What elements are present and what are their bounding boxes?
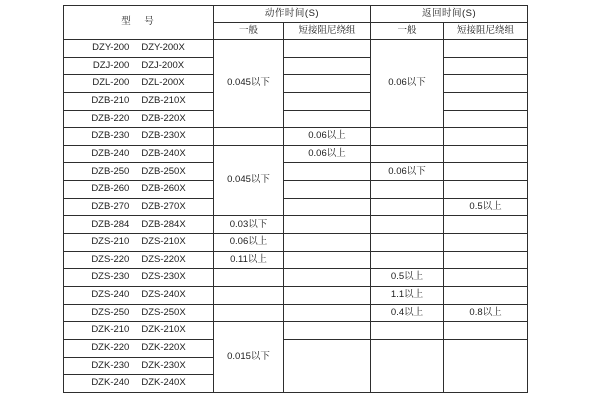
model-cell xyxy=(64,145,214,163)
value-cell: 0.06以上 xyxy=(284,128,371,146)
value-cell: 0.015以下 xyxy=(214,322,284,393)
value-cell xyxy=(284,57,371,75)
value-cell xyxy=(444,339,528,392)
value-cell xyxy=(444,269,528,287)
value-cell xyxy=(284,181,371,199)
value-cell xyxy=(444,286,528,304)
model-label: DZS-210 xyxy=(91,236,130,248)
model-label: DZS-250X xyxy=(141,306,186,318)
model-label: DZL-200 xyxy=(92,77,130,89)
table-row xyxy=(64,286,528,304)
model-label: DZY-200X xyxy=(141,42,185,54)
model-label: DZB-210 xyxy=(91,95,130,107)
model-label: DZS-220X xyxy=(141,253,186,265)
value-cell xyxy=(371,128,444,146)
value-cell xyxy=(444,145,528,163)
value-cell xyxy=(444,322,528,340)
table-row xyxy=(64,40,528,58)
model-cell xyxy=(64,57,214,75)
header-action-general: 一般 xyxy=(214,23,284,40)
model-label: DZJ-200X xyxy=(141,59,185,71)
model-label: DZB-270 xyxy=(91,200,130,212)
value-cell xyxy=(284,269,371,287)
model-label: DZS-210X xyxy=(141,236,186,248)
value-cell xyxy=(371,198,444,216)
table-row xyxy=(64,145,528,163)
value-cell xyxy=(284,251,371,269)
model-label: DZK-240 xyxy=(91,377,130,389)
value-cell xyxy=(371,234,444,252)
value-cell xyxy=(284,110,371,128)
table-row xyxy=(64,163,528,181)
model-label: DZB-270X xyxy=(141,200,186,212)
model-label: DZB-220X xyxy=(141,112,186,124)
value-cell xyxy=(371,145,444,163)
value-cell xyxy=(284,75,371,93)
value-cell xyxy=(444,110,528,128)
model-label: DZK-210 xyxy=(91,324,130,336)
table-row xyxy=(64,304,528,322)
model-label: DZB-250X xyxy=(141,165,186,177)
model-cell xyxy=(64,251,214,269)
value-cell xyxy=(444,163,528,181)
table-row xyxy=(64,339,528,357)
value-cell: 0.11以上 xyxy=(214,251,284,269)
model-cell xyxy=(64,92,214,110)
value-cell: 0.4以上 xyxy=(371,304,444,322)
table-row xyxy=(64,110,528,128)
model-cell xyxy=(64,234,214,252)
model-label: DZB-230X xyxy=(141,130,186,142)
header-row-groups xyxy=(64,6,528,23)
value-cell xyxy=(371,181,444,199)
value-cell: 0.5以上 xyxy=(444,198,528,216)
value-cell: 0.045以下 xyxy=(214,40,284,128)
model-label: DZB-230 xyxy=(91,130,130,142)
model-label: DZB-284X xyxy=(141,218,186,230)
value-cell xyxy=(284,234,371,252)
value-cell xyxy=(214,286,284,304)
value-cell xyxy=(371,339,444,392)
value-cell: 0.06以上 xyxy=(214,234,284,252)
table-row xyxy=(64,198,528,216)
model-label: DZB-210X xyxy=(141,95,186,107)
model-cell xyxy=(64,357,214,375)
value-cell xyxy=(371,251,444,269)
value-cell xyxy=(444,216,528,234)
model-cell xyxy=(64,269,214,287)
value-cell xyxy=(371,216,444,234)
model-cell xyxy=(64,163,214,181)
model-cell xyxy=(64,286,214,304)
table-row xyxy=(64,181,528,199)
model-cell xyxy=(64,216,214,234)
table-row xyxy=(64,75,528,93)
model-label: DZS-230X xyxy=(141,271,186,283)
model-label: DZB-240 xyxy=(91,147,130,159)
model-cell xyxy=(64,322,214,340)
model-label: DZK-220X xyxy=(141,341,186,353)
model-label: DZK-230 xyxy=(91,359,130,371)
value-cell xyxy=(284,198,371,216)
value-cell xyxy=(444,75,528,93)
value-cell: 0.5以上 xyxy=(371,269,444,287)
model-cell xyxy=(64,128,214,146)
header-return-damping: 短接阻尼绕组 xyxy=(444,23,528,40)
model-label: DZK-210X xyxy=(141,324,186,336)
value-cell xyxy=(214,128,284,146)
value-cell xyxy=(371,322,444,340)
value-cell xyxy=(284,40,371,58)
model-label: DZS-240 xyxy=(91,289,130,301)
value-cell xyxy=(444,234,528,252)
header-model: 型 号 xyxy=(64,6,214,40)
relay-spec-table xyxy=(63,5,528,393)
value-cell: 0.045以下 xyxy=(214,145,284,216)
table-row xyxy=(64,269,528,287)
value-cell xyxy=(284,216,371,234)
model-label: DZB-284 xyxy=(91,218,130,230)
header-return-general: 一般 xyxy=(371,23,444,40)
value-cell: 0.03以下 xyxy=(214,216,284,234)
value-cell xyxy=(284,286,371,304)
table-row xyxy=(64,128,528,146)
table-row xyxy=(64,57,528,75)
value-cell xyxy=(284,163,371,181)
model-cell xyxy=(64,375,214,393)
model-cell xyxy=(64,40,214,58)
model-label: DZJ-200 xyxy=(92,59,130,71)
table-row xyxy=(64,216,528,234)
model-cell xyxy=(64,110,214,128)
model-label: DZY-200 xyxy=(92,42,130,54)
table-row xyxy=(64,322,528,340)
model-label: DZK-230X xyxy=(141,359,186,371)
header-action-damping: 短接阻尼绕组 xyxy=(284,23,371,40)
value-cell xyxy=(444,251,528,269)
value-cell xyxy=(284,322,371,340)
model-cell xyxy=(64,181,214,199)
model-label: DZB-260 xyxy=(91,183,130,195)
model-label: DZB-250 xyxy=(91,165,130,177)
model-label: DZS-220 xyxy=(91,253,130,265)
model-label: DZK-240X xyxy=(141,377,186,389)
value-cell xyxy=(214,269,284,287)
value-cell: 0.8以上 xyxy=(444,304,528,322)
model-label: DZL-200X xyxy=(141,77,185,89)
header-return-time-group: 返回时间(S) xyxy=(371,6,528,23)
model-cell xyxy=(64,75,214,93)
value-cell xyxy=(444,92,528,110)
header-action-time-group: 动作时间(S) xyxy=(214,6,371,23)
value-cell xyxy=(444,128,528,146)
model-label: DZS-250 xyxy=(91,306,130,318)
table-row xyxy=(64,251,528,269)
model-label: DZB-260X xyxy=(141,183,186,195)
value-cell: 1.1以上 xyxy=(371,286,444,304)
table-row xyxy=(64,234,528,252)
value-cell xyxy=(284,92,371,110)
value-cell: 0.06以下 xyxy=(371,163,444,181)
value-cell xyxy=(444,57,528,75)
model-cell xyxy=(64,304,214,322)
table-row xyxy=(64,92,528,110)
value-cell: 0.06以下 xyxy=(371,40,444,128)
value-cell xyxy=(284,339,371,392)
value-cell xyxy=(284,304,371,322)
model-label: DZB-220 xyxy=(91,112,130,124)
model-label: DZS-230 xyxy=(91,271,130,283)
model-cell xyxy=(64,339,214,357)
value-cell xyxy=(214,304,284,322)
model-label: DZB-240X xyxy=(141,147,186,159)
model-label: DZS-240X xyxy=(141,289,186,301)
value-cell: 0.06以上 xyxy=(284,145,371,163)
model-label: DZK-220 xyxy=(91,341,130,353)
value-cell xyxy=(444,181,528,199)
table-body xyxy=(64,40,528,393)
value-cell xyxy=(444,40,528,58)
model-cell xyxy=(64,198,214,216)
